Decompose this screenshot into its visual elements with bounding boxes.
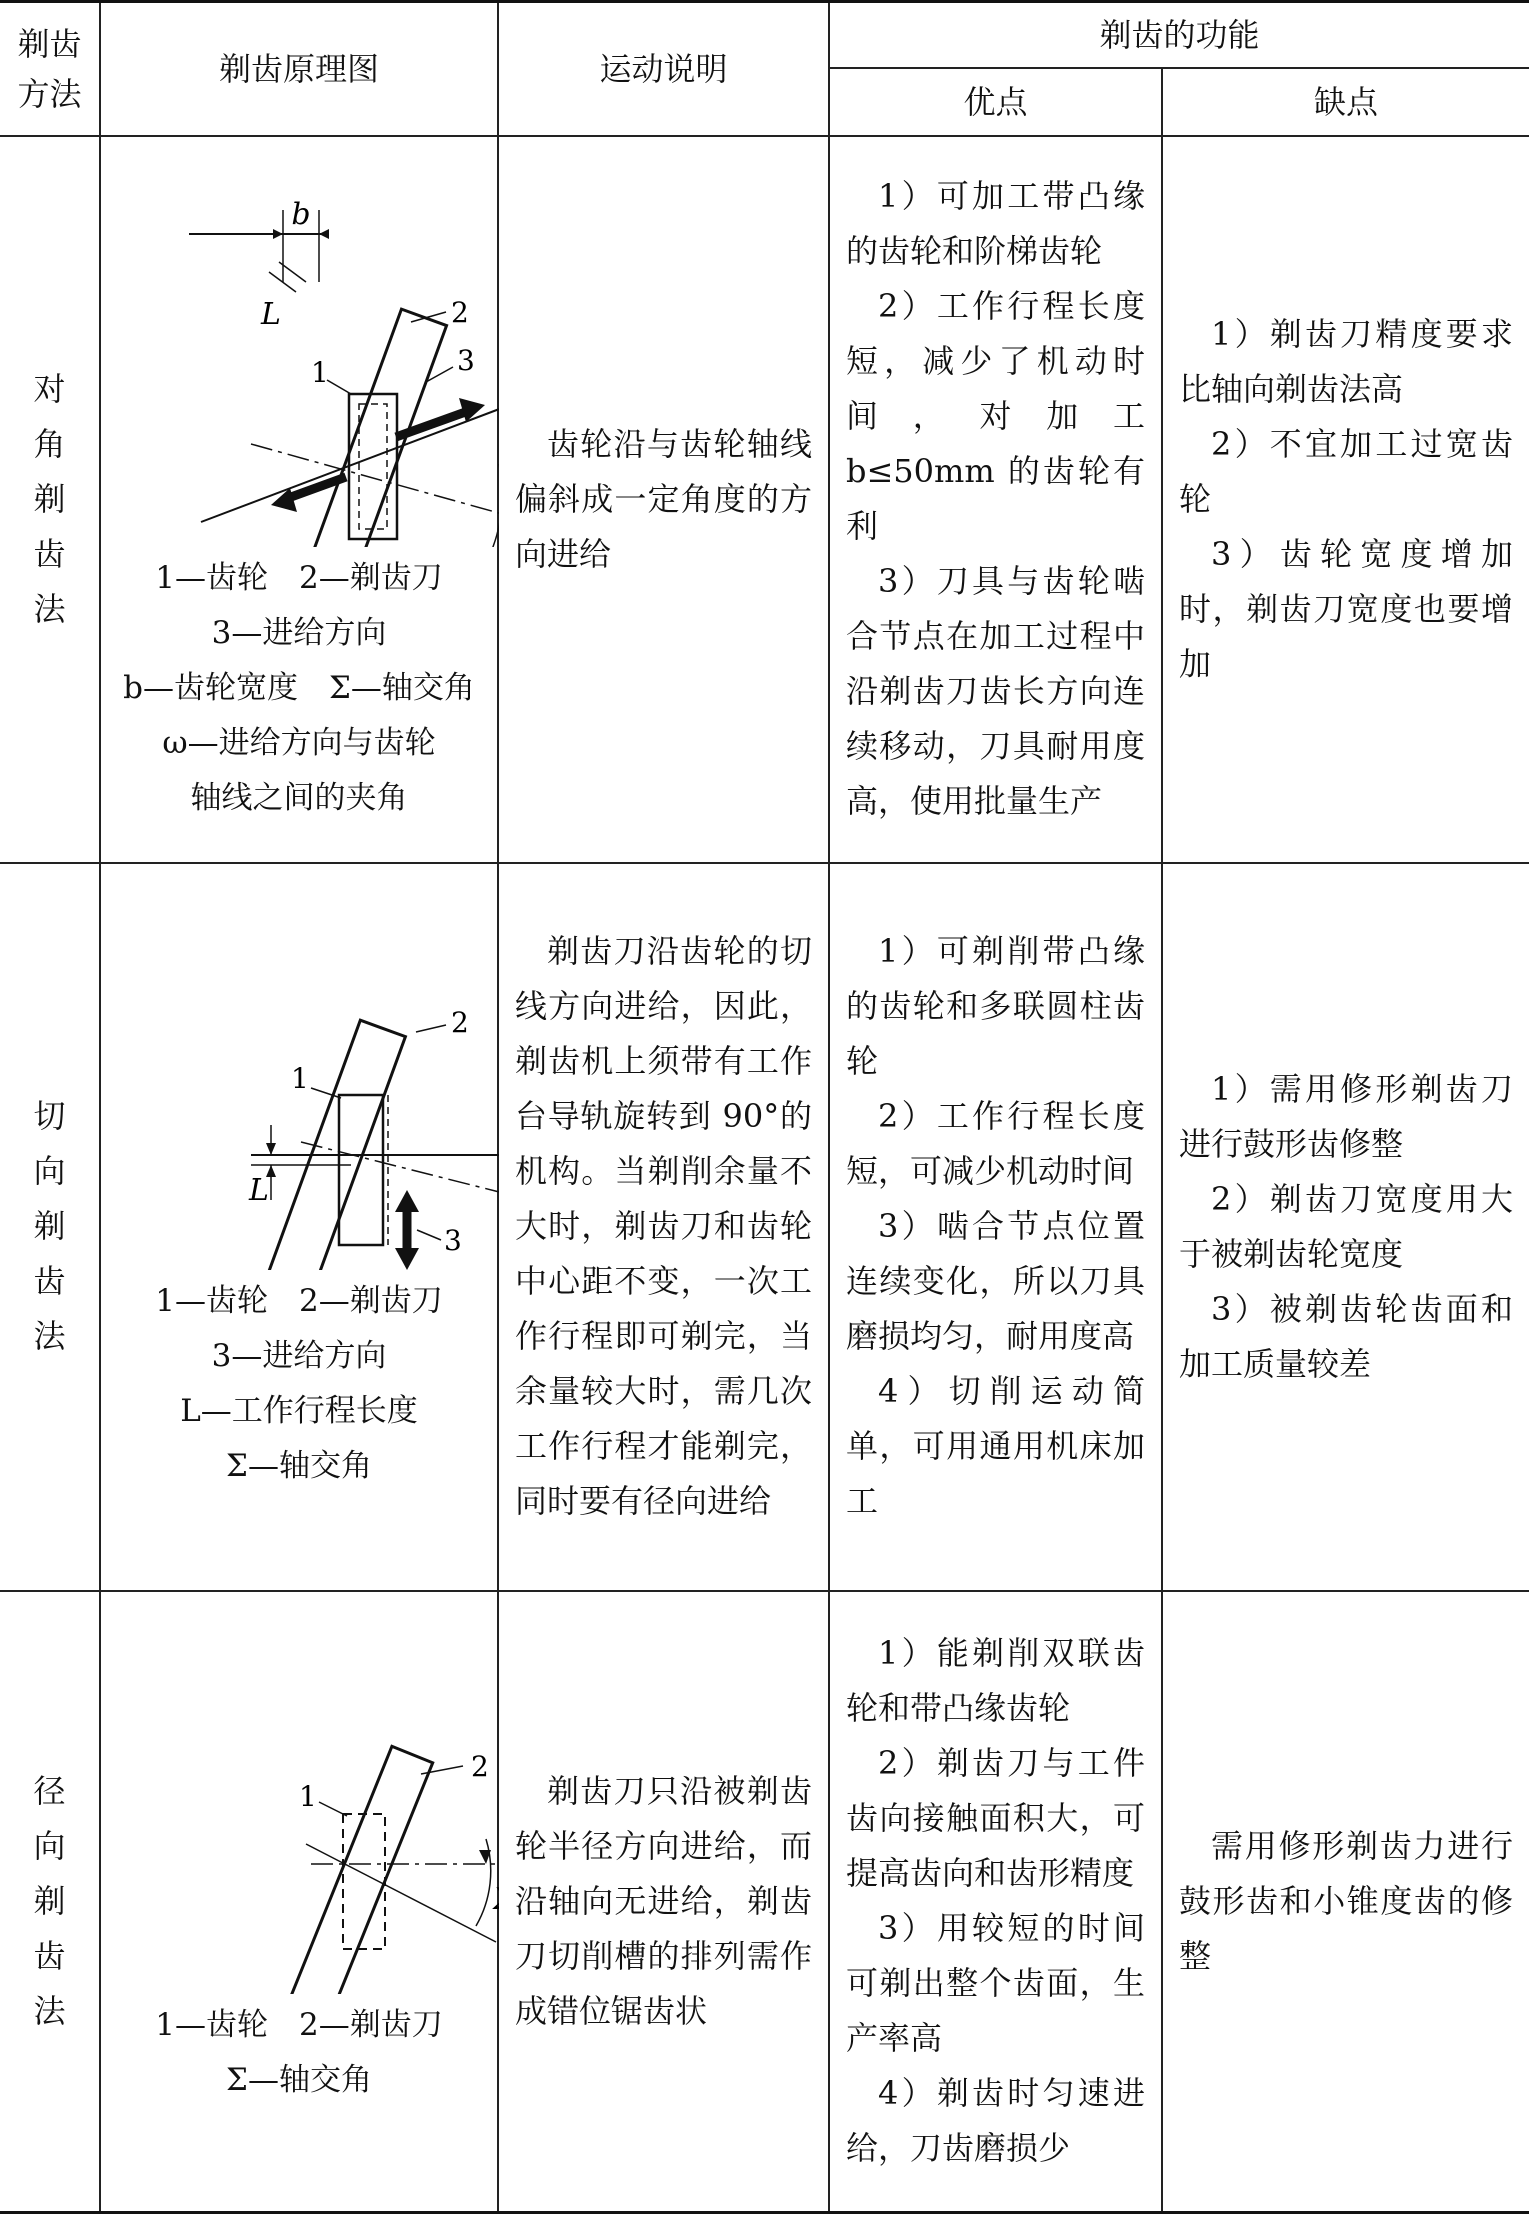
header-principle: 剃齿原理图 [100,2,498,136]
header-method: 剃齿 方法 [0,2,100,136]
header-motion: 运动说明 [498,2,829,136]
table-row [0,863,1529,1591]
label-1: 1 [311,356,329,389]
method-diagonal: 对 角 剃 齿 法 [0,136,100,863]
advantages-radial: 1）能剃削双联齿轮和带凸缘齿轮 2）剃齿刀与工件齿向接触面积大，可提高齿向和齿形精度 3）用较短的时间可剃出整个齿面，生产率高 4）剃齿时匀速进给，刀齿磨损少 [829,1591,1162,2213]
label-sigma [492,1882,499,1917]
table-row [0,136,1529,863]
principle-diagonal [100,136,498,863]
label-3: 3 [457,344,475,377]
caption-tangential: 1—齿轮 2—剃齿刀 3—进给方向 L—工作行程长度 Σ—轴交角 [155,1282,443,1484]
diagram-radial-shaving [101,1694,499,1994]
disadvantages-diagonal: 1）剃齿刀精度要求比轴向剃齿法高 2）不宜加工过宽齿轮 3）齿轮宽度增加时，剃齿刀宽度也要增加 [1162,136,1529,863]
principle-tangential [100,863,498,1591]
principle-radial [100,1591,498,2213]
advantages-diagonal: 1）可加工带凸缘的齿轮和阶梯齿轮 2）工作行程长度短，减少了机动时间，对加工 b≤50mm 的齿轮有利 3）刀具与齿轮啮合节点在加工过程中沿剃齿刀齿长方向连续移动，刀具耐用度高，使用批量生产 [829,136,1162,863]
label-L: L [261,297,281,332]
label-2: 2 [451,1005,469,1039]
disadvantages-tangential: 1）需用修形剃齿刀进行鼓形齿修整 2）剃齿刀宽度用大于被剃齿轮宽度 3）被剃齿轮齿面和加工质量较差 [1162,863,1529,1591]
diagram-diagonal-shaving [101,172,499,547]
label-2: 2 [451,296,469,329]
label-1: 1 [291,1061,309,1095]
method-tangential: 切 向 剃 齿 法 [0,863,100,1591]
label-L: L [249,1172,269,1208]
method-radial: 径 向 剃 齿 法 [0,1591,100,2213]
diagram-tangential-shaving [101,960,499,1270]
motion-diagonal: 齿轮沿与齿轮轴线偏斜成一定角度的方向进给 [498,136,829,863]
label-3: 3 [444,1223,462,1257]
header-function: 剃齿的功能 [829,2,1529,68]
header-disadvantages: 缺点 [1162,68,1529,136]
motion-radial: 剃齿刀只沿被剃齿轮半径方向进给，而沿轴向无进给，剃齿刀切削槽的排列需作成错位锯齿状 [498,1591,829,2213]
label-1: 1 [299,1780,317,1814]
header-advantages: 优点 [829,68,1162,136]
label-b: b [291,197,311,232]
advantages-tangential: 1）可剃削带凸缘的齿轮和多联圆柱齿轮 2）工作行程长度短，可减少机动时间 3）啮合节点位置连续变化，所以刀具磨损均匀，耐用度高 4）切削运动简单，可用通用机床加工 [829,863,1162,1591]
caption-radial: 1—齿轮 2—剃齿刀 Σ—轴交角 [155,2007,443,2099]
table-row [0,1591,1529,2213]
motion-tangential: 剃齿刀沿齿轮的切线方向进给，因此，剃齿机上须带有工作台导轨旋转到 90°的机构。当剃削余量不大时，剃齿刀和齿轮中心距不变，一次工作行程即可剃完，当余量较大时，需几次工作行程才能剃完，同时要有径向进给 [498,863,829,1591]
caption-diagonal: 1—齿轮 2—剃齿刀 3—进给方向 b—齿轮宽度 Σ—轴交角 ω—进给方向与齿轮 轴线之间的夹角 [123,560,475,816]
label-2: 2 [471,1750,489,1784]
disadvantages-radial: 需用修形剃齿力进行鼓形齿和小锥度齿的修整 [1162,1591,1529,2213]
